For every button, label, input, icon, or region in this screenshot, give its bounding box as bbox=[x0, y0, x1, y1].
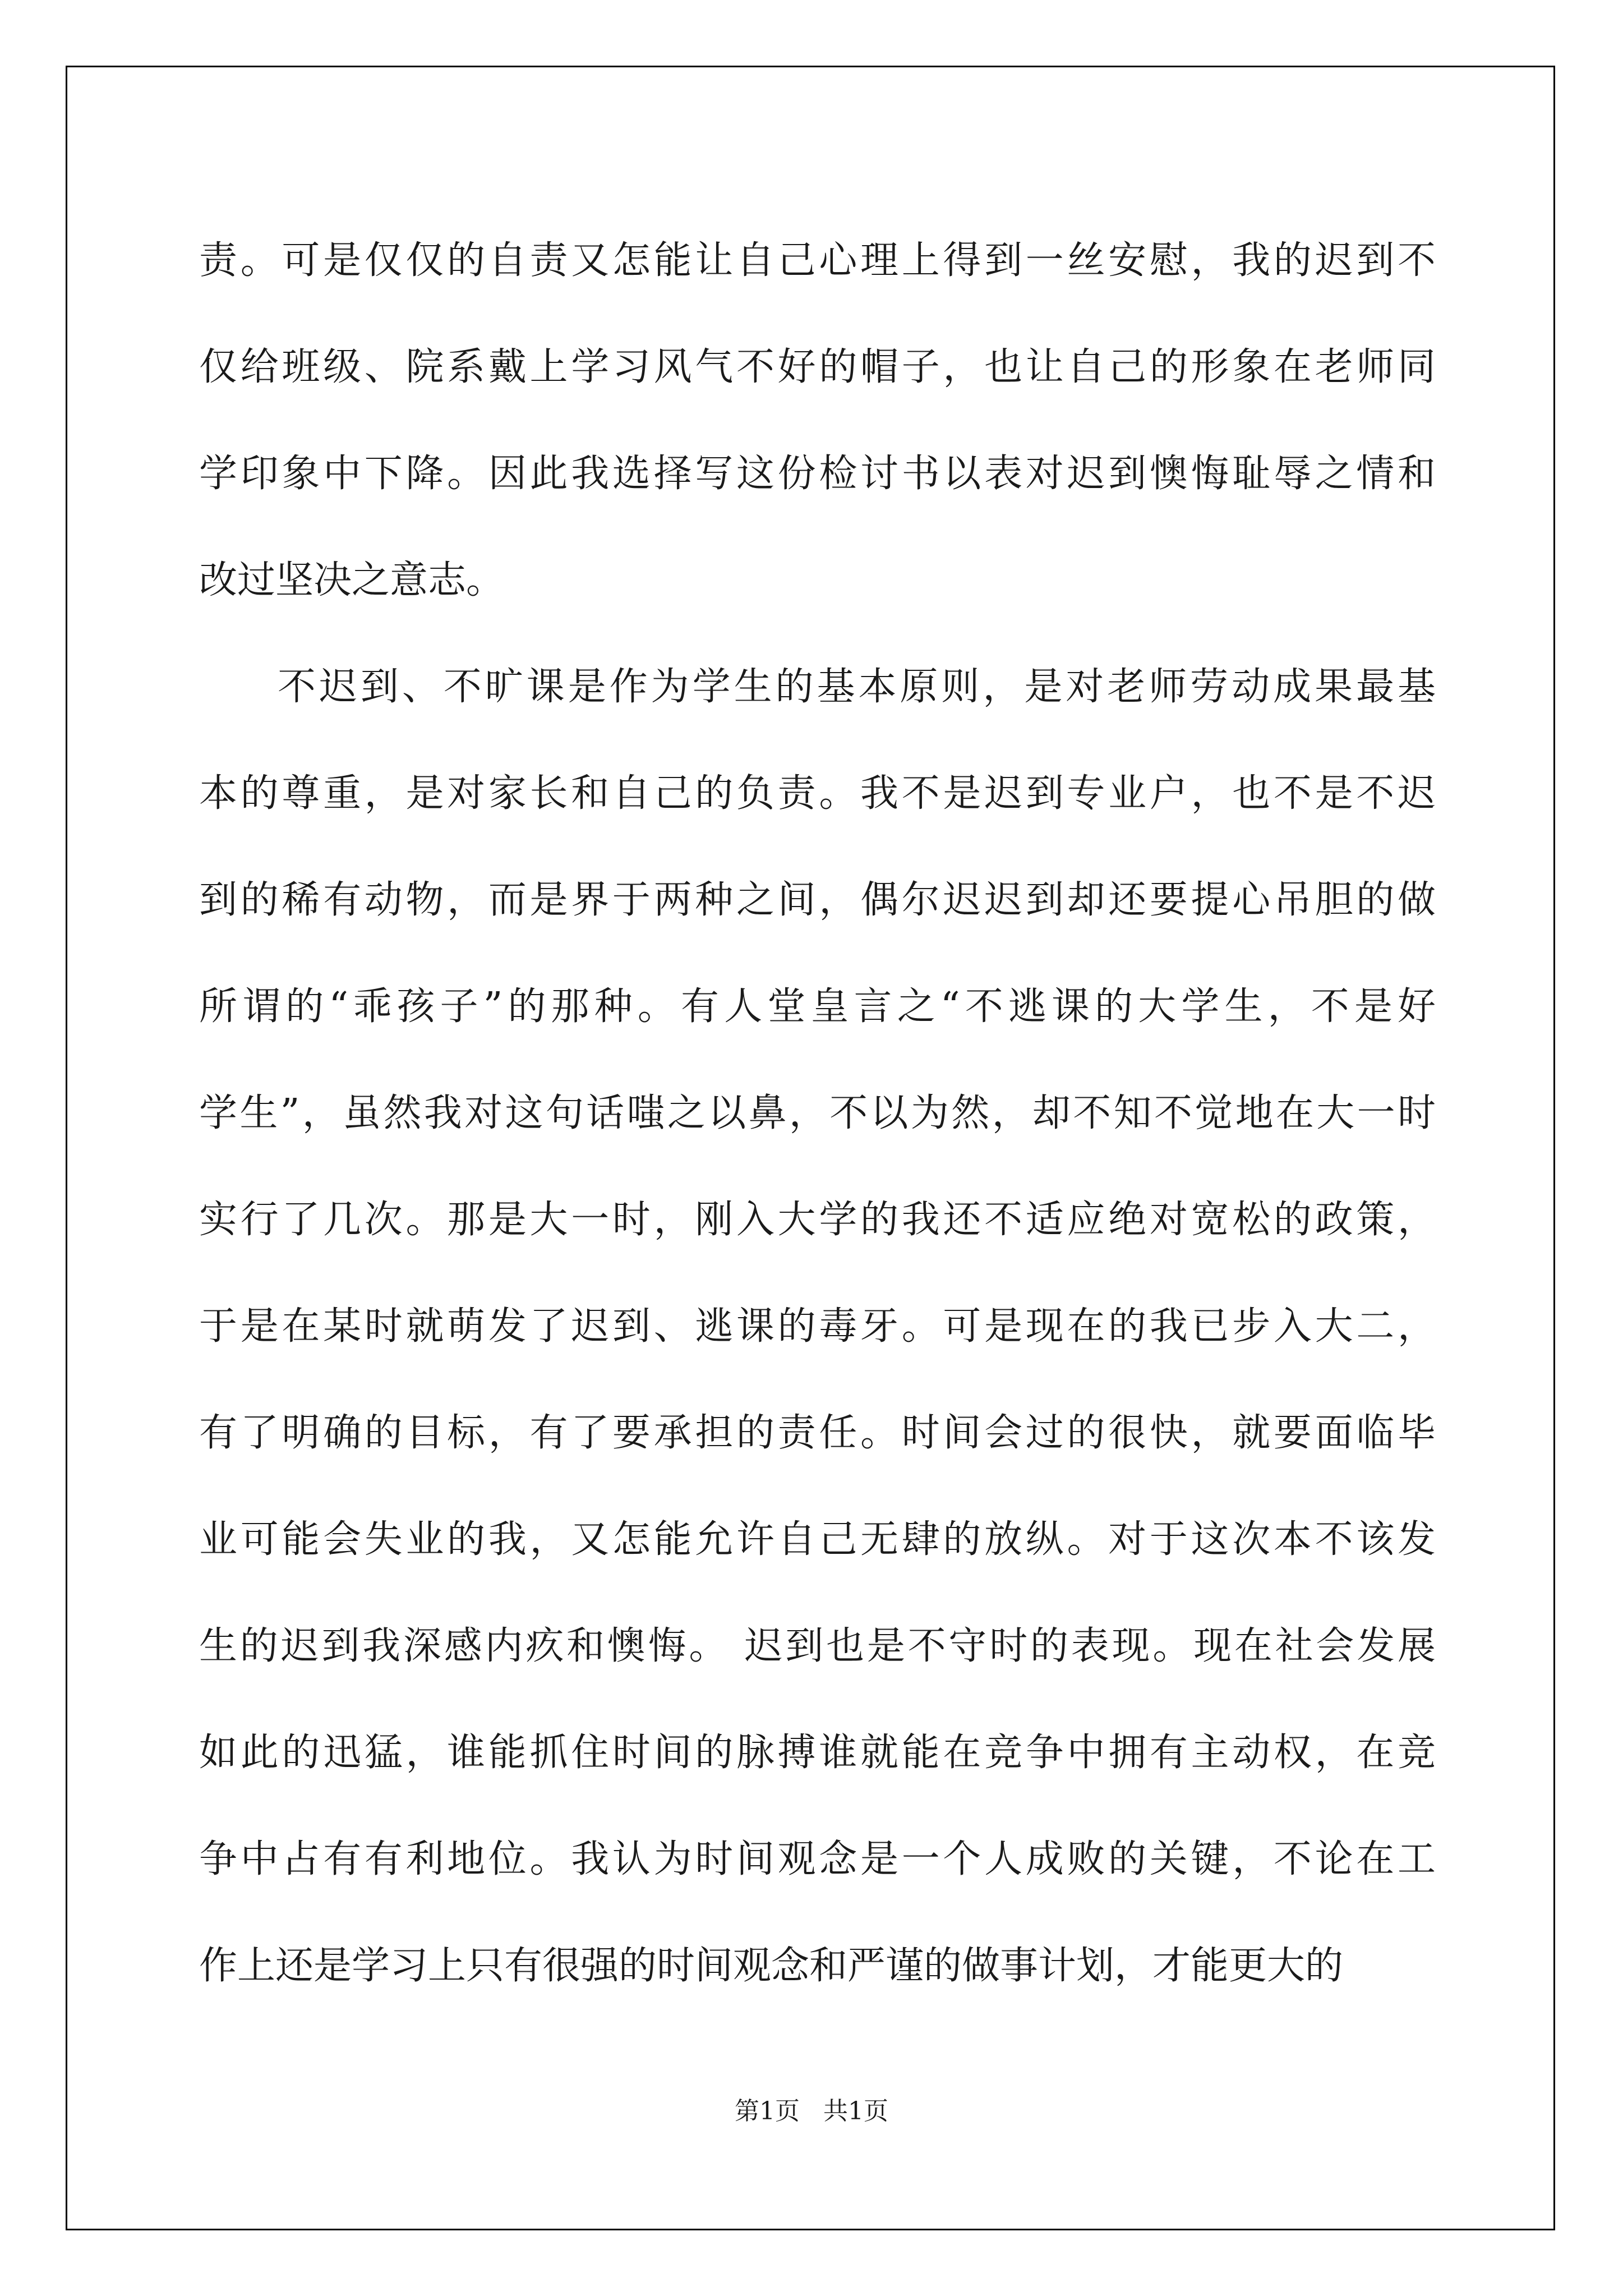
page-footer bbox=[0, 2091, 1623, 2127]
text-line-16: 争中占有有利地位。我认为时间观念是一个人成败的关键，不论在工 bbox=[199, 1837, 1436, 1881]
text-line-8: 所谓的“乖孩子”的那种。有人堂皇言之“不逃课的大学生，不是好 bbox=[199, 984, 1436, 1029]
text-line-10: 实行了几次。那是大一时，刚入大学的我还不适应绝对宽松的政策， bbox=[199, 1198, 1436, 1242]
text-line-2: 仅给班级、院系戴上学习风气不好的帽子，也让自己的形象在老师同 bbox=[199, 345, 1436, 389]
text-line-17: 作上还是学习上只有很强的时间观念和严谨的做事计划，才能更大的 bbox=[199, 1944, 1344, 1988]
text-line-6: 本的尊重，是对家长和自己的负责。我不是迟到专业户，也不是不迟 bbox=[199, 771, 1436, 816]
text-line-13: 业可能会失业的我，又怎能允许自己无肆的放纵。对于这次本不该发 bbox=[199, 1517, 1436, 1562]
page-number: 第1页 bbox=[735, 2097, 800, 2125]
text-line-3: 学印象中下降。因此我选择写这份检讨书以表对迟到懊悔耻辱之情和 bbox=[199, 452, 1436, 496]
text-line-5: 不迟到、不旷课是作为学生的基本原则，是对老师劳动成果最基 bbox=[278, 665, 1436, 709]
text-line-4: 改过坚决之意志。 bbox=[199, 558, 505, 602]
text-line-9: 学生”，虽然我对这句话嗤之以鼻，不以为然，却不知不觉地在大一时 bbox=[199, 1091, 1436, 1135]
text-line-7: 到的稀有动物，而是界于两种之间，偶尔迟迟到却还要提心吊胆的做 bbox=[199, 878, 1436, 922]
document-body bbox=[199, 208, 1436, 2019]
text-line-14: 生的迟到我深感内疚和懊悔。 迟到也是不守时的表现。现在社会发展 bbox=[199, 1624, 1436, 1668]
page-total: 共1页 bbox=[823, 2097, 888, 2125]
text-line-11: 于是在某时就萌发了迟到、逃课的毒牙。可是现在的我已步入大二， bbox=[199, 1304, 1436, 1349]
text-line-12: 有了明确的目标，有了要承担的责任。时间会过的很快，就要面临毕 bbox=[199, 1411, 1436, 1455]
text-line-15: 如此的迅猛，谁能抓住时间的脉搏谁就能在竞争中拥有主动权，在竞 bbox=[199, 1731, 1436, 1775]
text-line-1: 责。可是仅仅的自责又怎能让自己心理上得到一丝安慰，我的迟到不 bbox=[199, 238, 1436, 283]
